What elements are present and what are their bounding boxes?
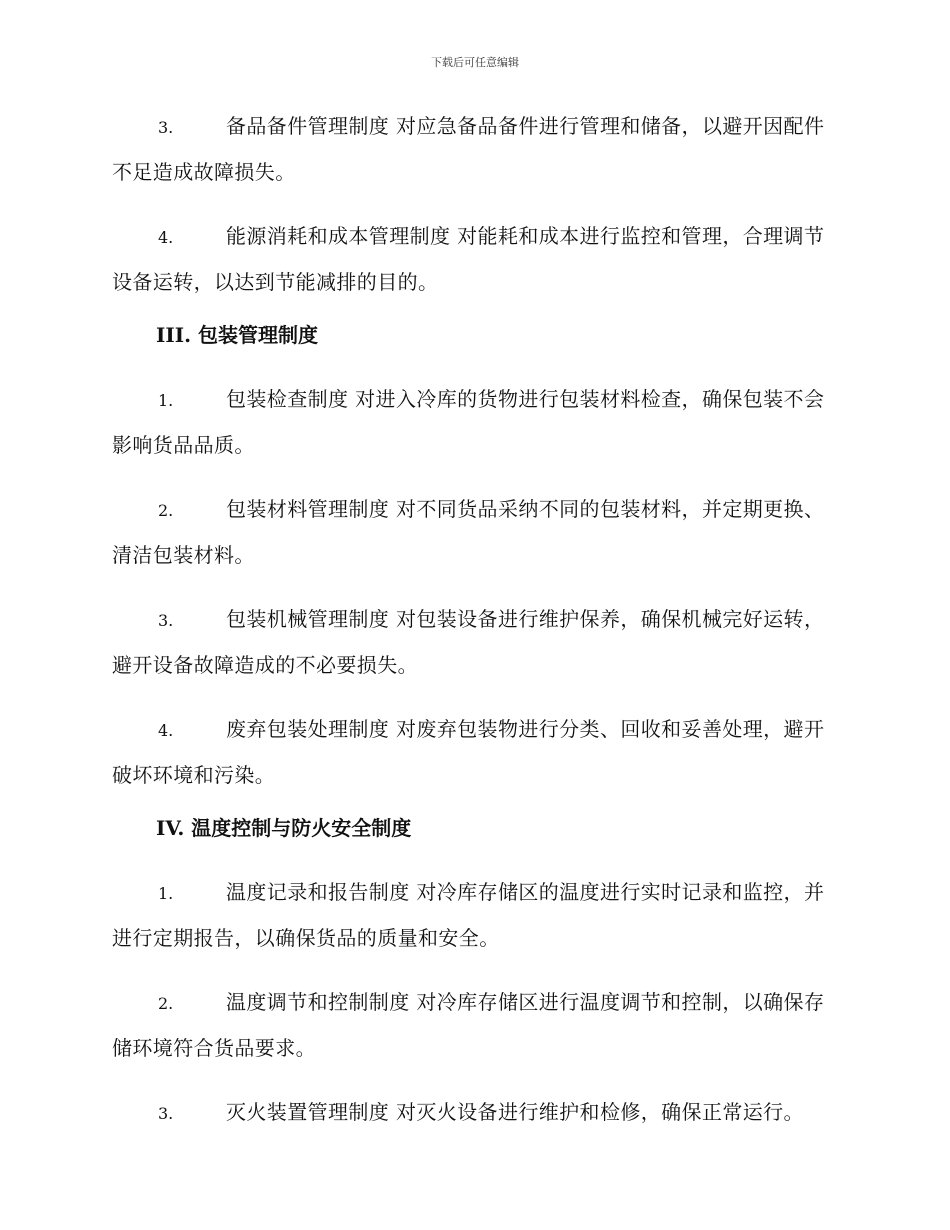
list-item: [112, 980, 840, 1070]
list-item: [112, 104, 840, 194]
section-heading: IV. 温度控制与防火安全制度: [156, 816, 412, 840]
item-number: 4.: [158, 228, 174, 247]
document-body: [112, 104, 840, 1145]
item-text: 能源消耗和成本管理制度 对能耗和成本进行监控和管理，合理调节设备运转，以达到节能减排的目的。: [112, 224, 825, 294]
item-number: 3.: [158, 118, 174, 137]
item-text: 废弃包装处理制度 对废弃包装物进行分类、回收和妥善处理，避开破坏环境和污染。: [112, 717, 825, 787]
item-text: 包装材料管理制度 对不同货品采纳不同的包装材料，并定期更换、清洁包装材料。: [112, 497, 825, 567]
item-text: 灭火装置管理制度 对灭火设备进行维护和检修，确保正常运行。: [226, 1100, 804, 1124]
section-heading: III. 包装管理制度: [156, 323, 318, 347]
item-text: 包装检查制度 对进入冷库的货物进行包装材料检查，确保包装不会影响货品品质。: [112, 387, 825, 457]
item-number: 2.: [158, 501, 174, 520]
item-number: 1.: [158, 884, 174, 903]
list-item: [112, 377, 840, 467]
list-item: [112, 1090, 840, 1136]
item-number: 3.: [158, 1104, 174, 1123]
list-item: [112, 597, 840, 687]
item-text: 温度调节和控制制度 对冷库存储区进行温度调节和控制，以确保存储环境符合货品要求。: [112, 990, 825, 1060]
list-item: [112, 487, 840, 577]
list-item: [112, 214, 840, 304]
list-item: [112, 870, 840, 960]
list-item: [112, 707, 840, 797]
item-text: 备品备件管理制度 对应急备品备件进行管理和储备，以避开因配件不足造成故障损失。: [112, 114, 825, 184]
item-number: 4.: [158, 721, 174, 740]
page-header: 下载后可任意编辑: [431, 56, 519, 69]
item-number: 1.: [158, 391, 174, 410]
item-text: 温度记录和报告制度 对冷库存储区的温度进行实时记录和监控，并进行定期报告，以确保货品的质量和安全。: [112, 880, 825, 950]
item-number: 2.: [158, 994, 174, 1013]
item-number: 3.: [158, 611, 174, 630]
item-text: 包装机械管理制度 对包装设备进行维护保养，确保机械完好运转，避开设备故障造成的不必要损失。: [112, 607, 825, 677]
